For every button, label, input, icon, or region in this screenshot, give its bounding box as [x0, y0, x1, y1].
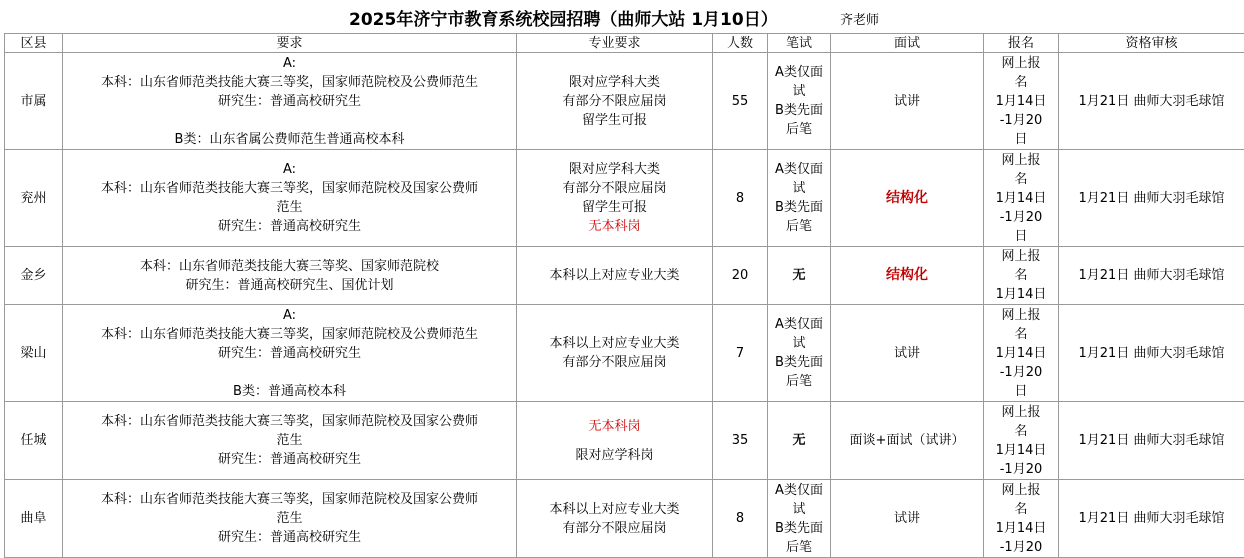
signup-cell — [984, 402, 1059, 480]
requirement-line: B类：普通高校本科 — [65, 382, 514, 401]
signup-line: 1月14日 — [984, 344, 1058, 363]
major-line: 留学生可报 — [517, 111, 712, 130]
major-cell — [517, 247, 713, 305]
review-cell: 1月21日 曲师大羽毛球馆 — [1059, 247, 1244, 305]
requirement-cell — [63, 247, 517, 305]
written-cell — [768, 53, 831, 150]
requirement-cell — [63, 305, 517, 402]
written-line: 试 — [768, 334, 830, 353]
requirement-line: 本科：山东省师范类技能大赛三等奖，国家师范院校及国家公费师 — [65, 179, 514, 198]
signup-line: -1月20 — [984, 363, 1058, 382]
written-line: B类先面 — [768, 353, 830, 372]
count-cell: 8 — [713, 150, 768, 247]
requirement-line: A: — [65, 306, 514, 325]
written-line: 后笔 — [768, 538, 830, 557]
count-cell: 7 — [713, 305, 768, 402]
requirement-line: 研究生：普通高校研究生 — [65, 217, 514, 236]
requirement-line: 研究生：普通高校研究生 — [65, 450, 514, 469]
review-cell: 1月21日 曲师大羽毛球馆 — [1059, 53, 1244, 150]
major-cell — [517, 402, 713, 480]
table-row — [5, 402, 1244, 480]
interview-cell — [831, 150, 984, 247]
requirement-cell — [63, 480, 517, 558]
major-cell — [517, 53, 713, 150]
signup-line: 名 — [984, 422, 1058, 441]
major-warning: 无本科岗 — [517, 417, 712, 436]
major-line: 限对应学科大类 — [517, 160, 712, 179]
title-bar — [0, 0, 1244, 33]
written-line: A类仅面 — [768, 315, 830, 334]
signup-line: 名 — [984, 73, 1058, 92]
requirement-line: 本科：山东省师范类技能大赛三等奖、国家师范院校 — [65, 257, 514, 276]
review-cell: 1月21日 曲师大羽毛球馆 — [1059, 402, 1244, 480]
header-requirement: 要求 — [63, 34, 517, 53]
signup-line: 1月14日 — [984, 441, 1058, 460]
review-cell: 1月21日 曲师大羽毛球馆 — [1059, 480, 1244, 558]
major-line: 限对应学科大类 — [517, 73, 712, 92]
count-cell: 35 — [713, 402, 768, 480]
written-cell — [768, 305, 831, 402]
major-cell — [517, 150, 713, 247]
signup-line: 网上报 — [984, 151, 1058, 170]
interview-cell — [831, 247, 984, 305]
requirement-line: 研究生：普通高校研究生、国优计划 — [65, 276, 514, 295]
header-count: 人数 — [713, 34, 768, 53]
teacher-name: 齐老师 — [840, 9, 879, 28]
written-line: B类先面 — [768, 101, 830, 120]
count-cell: 20 — [713, 247, 768, 305]
major-line: 本科以上对应专业大类 — [517, 266, 712, 285]
interview-cell: 试讲 — [831, 480, 984, 558]
major-line: 限对应学科岗 — [517, 446, 712, 465]
requirement-line: 本科：山东省师范类技能大赛三等奖，国家师范院校及国家公费师 — [65, 490, 514, 509]
written-line: B类先面 — [768, 198, 830, 217]
signup-line: 名 — [984, 266, 1058, 285]
district-cell: 市属 — [5, 53, 63, 150]
requirement-line: 本科：山东省师范类技能大赛三等奖，国家师范院校及公费师范生 — [65, 325, 514, 344]
written-cell — [768, 480, 831, 558]
district-cell: 兖州 — [5, 150, 63, 247]
interview-highlight: 结构化 — [886, 267, 928, 283]
table-row — [5, 247, 1244, 305]
interview-cell: 试讲 — [831, 305, 984, 402]
signup-line: 1月14日 — [984, 519, 1058, 538]
signup-line: 网上报 — [984, 54, 1058, 73]
signup-cell — [984, 305, 1059, 402]
district-cell: 金乡 — [5, 247, 63, 305]
written-line: 试 — [768, 82, 830, 101]
major-cell — [517, 480, 713, 558]
table-row — [5, 480, 1244, 558]
requirement-cell — [63, 150, 517, 247]
interview-cell: 面谈+面试（试讲） — [831, 402, 984, 480]
recruitment-table — [4, 33, 1244, 558]
requirement-line: B类：山东省属公费师范生普通高校本科 — [65, 130, 514, 149]
requirement-line: 范生 — [65, 431, 514, 450]
major-cell — [517, 305, 713, 402]
district-cell: 梁山 — [5, 305, 63, 402]
written-cell — [768, 402, 831, 480]
written-line: 后笔 — [768, 217, 830, 236]
major-line: 本科以上对应专业大类 — [517, 500, 712, 519]
signup-line: 名 — [984, 500, 1058, 519]
signup-line: 1月14日 — [984, 189, 1058, 208]
signup-line: 网上报 — [984, 306, 1058, 325]
major-line: 本科以上对应专业大类 — [517, 334, 712, 353]
interview-cell: 试讲 — [831, 53, 984, 150]
count-cell: 8 — [713, 480, 768, 558]
signup-line: -1月20 — [984, 111, 1058, 130]
header-row — [5, 34, 1244, 53]
signup-line: 1月14日 — [984, 285, 1058, 304]
requirement-line — [65, 111, 514, 130]
major-line: 有部分不限应届岗 — [517, 92, 712, 111]
requirement-line — [65, 363, 514, 382]
signup-line: 1月14日 — [984, 92, 1058, 111]
requirement-line: 研究生：普通高校研究生 — [65, 528, 514, 547]
requirement-line: 研究生：普通高校研究生 — [65, 344, 514, 363]
requirement-line: 范生 — [65, 198, 514, 217]
requirement-cell — [63, 53, 517, 150]
major-warning: 无本科岗 — [517, 217, 712, 236]
signup-line: -1月20 — [984, 208, 1058, 227]
written-line: 试 — [768, 179, 830, 198]
major-line: 有部分不限应届岗 — [517, 179, 712, 198]
header-district: 区县 — [5, 34, 63, 53]
review-cell: 1月21日 曲师大羽毛球馆 — [1059, 305, 1244, 402]
requirement-line: A: — [65, 54, 514, 73]
signup-line: 日 — [984, 382, 1058, 401]
header-review: 资格审核 — [1059, 34, 1244, 53]
written-line: A类仅面 — [768, 160, 830, 179]
written-line: 无 — [768, 266, 830, 285]
header-signup: 报名 — [984, 34, 1059, 53]
requirement-line: 研究生：普通高校研究生 — [65, 92, 514, 111]
written-line: 后笔 — [768, 372, 830, 391]
header-written: 笔试 — [768, 34, 831, 53]
written-line: A类仅面 — [768, 481, 830, 500]
written-line: B类先面 — [768, 519, 830, 538]
written-line: 试 — [768, 500, 830, 519]
requirement-line: 本科：山东省师范类技能大赛三等奖，国家师范院校及国家公费师 — [65, 412, 514, 431]
header-interview: 面试 — [831, 34, 984, 53]
major-line: 有部分不限应届岗 — [517, 353, 712, 372]
count-cell: 55 — [713, 53, 768, 150]
signup-line: 网上报 — [984, 403, 1058, 422]
written-line: A类仅面 — [768, 63, 830, 82]
signup-line: 日 — [984, 130, 1058, 149]
signup-line: 网上报 — [984, 481, 1058, 500]
written-line: 后笔 — [768, 120, 830, 139]
major-line: 留学生可报 — [517, 198, 712, 217]
table-row — [5, 150, 1244, 247]
signup-line: 名 — [984, 170, 1058, 189]
written-line: 无 — [768, 431, 830, 450]
written-cell — [768, 247, 831, 305]
requirement-line: A: — [65, 160, 514, 179]
signup-cell — [984, 53, 1059, 150]
requirement-cell — [63, 402, 517, 480]
signup-cell — [984, 247, 1059, 305]
signup-cell — [984, 480, 1059, 558]
signup-line: 日 — [984, 227, 1058, 246]
review-cell: 1月21日 曲师大羽毛球馆 — [1059, 150, 1244, 247]
page-title: 2025年济宁市教育系统校园招聘（曲师大站 1月10日） — [349, 5, 778, 30]
signup-line: 名 — [984, 325, 1058, 344]
major-line: 有部分不限应届岗 — [517, 519, 712, 538]
written-cell — [768, 150, 831, 247]
signup-cell — [984, 150, 1059, 247]
requirement-line: 本科：山东省师范类技能大赛三等奖，国家师范院校及公费师范生 — [65, 73, 514, 92]
district-cell: 曲阜 — [5, 480, 63, 558]
table-row — [5, 53, 1244, 150]
table-row — [5, 305, 1244, 402]
signup-line: -1月20 — [984, 538, 1058, 557]
requirement-line: 范生 — [65, 509, 514, 528]
signup-line: -1月20 — [984, 460, 1058, 479]
interview-highlight: 结构化 — [886, 190, 928, 206]
district-cell: 任城 — [5, 402, 63, 480]
signup-line: 网上报 — [984, 247, 1058, 266]
header-major: 专业要求 — [517, 34, 713, 53]
